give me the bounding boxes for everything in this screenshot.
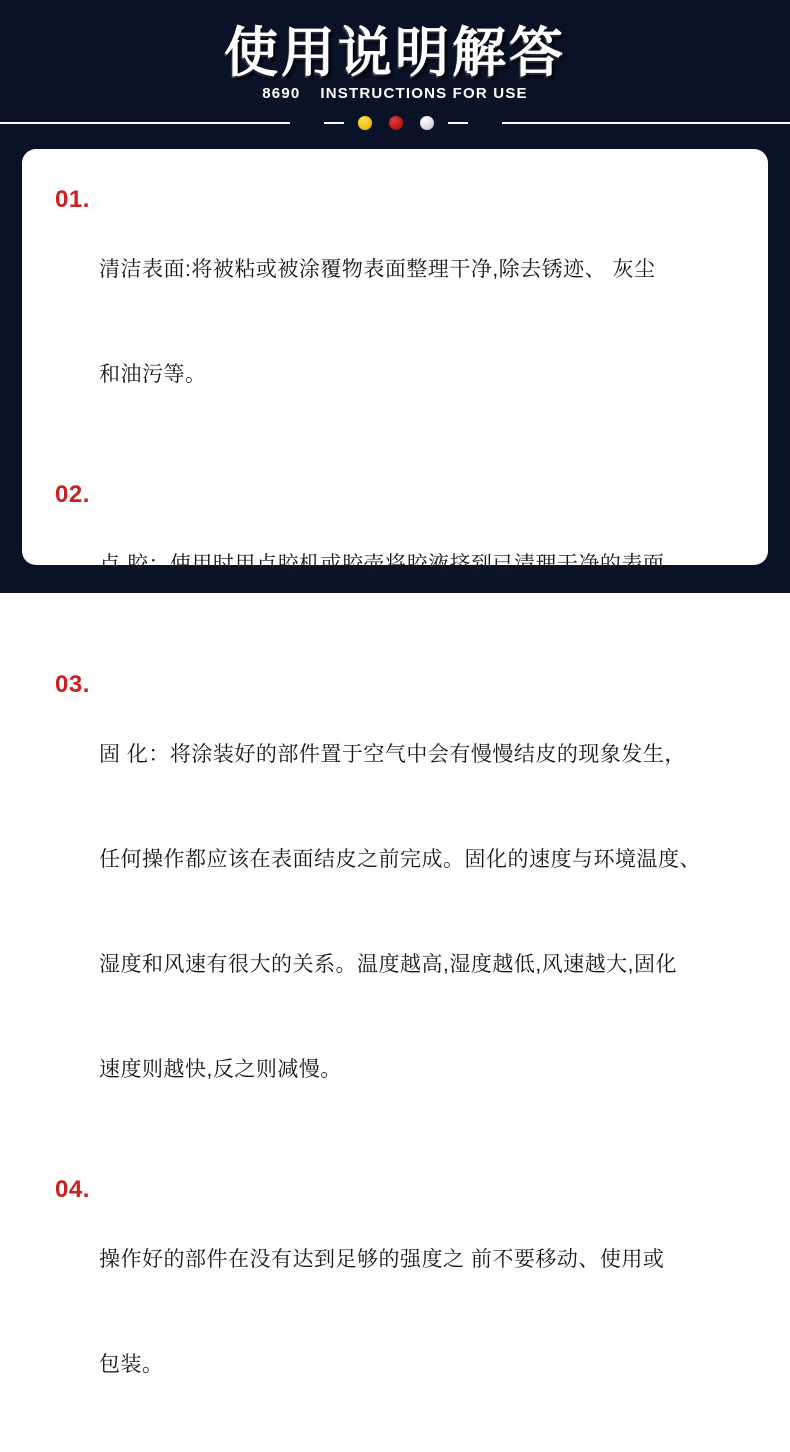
instruction-item-04 — [55, 1172, 742, 1452]
divider-dash-left — [324, 122, 344, 124]
item-line: 任何操作都应该在表面结皮之前完成。固化的速度与环境温度、 — [99, 848, 701, 872]
yellow-dot-icon — [358, 116, 372, 130]
subtitle — [0, 85, 790, 102]
header — [0, 0, 790, 130]
item-number: 04. — [55, 1176, 90, 1204]
divider-dash-right — [448, 122, 468, 124]
instruction-item-03 — [55, 667, 742, 1157]
item-text — [99, 182, 656, 462]
red-dot-icon — [389, 116, 403, 130]
item-line: 操作好的部件在没有达到足够的强度之 前不要移动、使用或 — [99, 1248, 665, 1272]
item-line: 速度则越快,反之则减慢。 — [99, 1058, 342, 1082]
instruction-item-01 — [55, 182, 742, 462]
decorative-divider — [0, 116, 790, 130]
item-text — [99, 477, 686, 652]
item-number: 02. — [55, 481, 90, 509]
item-text — [99, 1172, 664, 1452]
item-line: 固 化：将涂装好的部件置于空气中会有慢慢结皮的现象发生， — [99, 743, 686, 767]
item-number: 03. — [55, 671, 90, 699]
item-line: 点 胶：使用时用点胶机或胶壶将胶液挤到已清理干净的表面。 — [99, 553, 686, 577]
instructions-card — [22, 149, 768, 1377]
item-line: 清洁表面:将被粘或被涂覆物表面整理干净,除去锈迹、 灰尘 — [99, 258, 656, 282]
divider-line-left — [0, 122, 290, 124]
product-code: 8690 — [262, 85, 301, 103]
item-line: 和油污等。 — [99, 363, 207, 387]
item-text — [99, 667, 701, 1157]
item-line: 湿度和风速有很大的关系。温度越高,湿度越低,风速越大,固化 — [99, 953, 678, 977]
white-dot-icon — [420, 116, 434, 130]
page-title: 使用说明解答 — [224, 23, 566, 83]
item-number: 01. — [55, 186, 90, 214]
instruction-item-02 — [55, 477, 742, 652]
item-line: 包装。 — [99, 1353, 164, 1377]
subtitle-text: INSTRUCTIONS FOR USE — [320, 85, 528, 103]
divider-line-right — [502, 122, 790, 124]
